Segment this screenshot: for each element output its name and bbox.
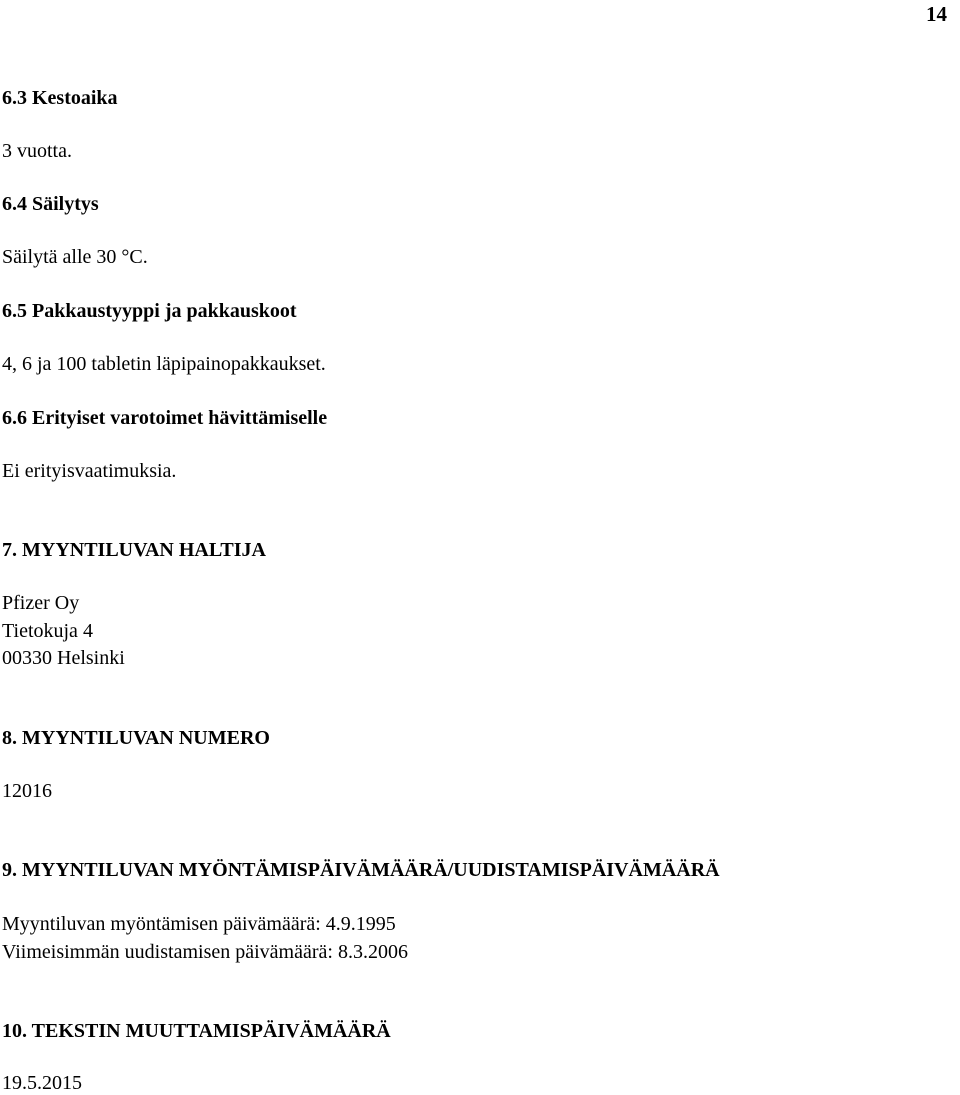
first-authorisation-date: Myyntiluvan myöntämisen päivämäärä: 4.9.1995 — [2, 913, 396, 935]
authorisation-number: 12016 — [2, 780, 52, 802]
holder-name: Pfizer Oy — [2, 592, 80, 614]
section-6-6-heading: 6.6 Erityiset varotoimet hävittämiselle — [2, 407, 328, 429]
section-6-4-body: Säilytä alle 30 °C. — [2, 246, 148, 268]
revision-date: 19.5.2015 — [2, 1072, 82, 1094]
page-number: 14 — [926, 2, 947, 26]
section-8-heading: 8. MYYNTILUVAN NUMERO — [2, 727, 270, 749]
section-10-heading: 10. TEKSTIN MUUTTAMISPÄIVÄMÄÄRÄ — [2, 1020, 391, 1042]
holder-city: 00330 Helsinki — [2, 647, 125, 669]
section-6-5-heading: 6.5 Pakkaustyyppi ja pakkauskoot — [2, 300, 297, 322]
section-6-5-body: 4, 6 ja 100 tabletin läpipainopakkaukset. — [2, 353, 326, 375]
renewal-date: Viimeisimmän uudistamisen päivämäärä: 8.3.2006 — [2, 941, 408, 963]
section-9-heading: 9. MYYNTILUVAN MYÖNTÄMISPÄIVÄMÄÄRÄ/UUDISTAMISPÄIVÄMÄÄRÄ — [2, 859, 720, 881]
section-6-3-body: 3 vuotta. — [2, 140, 72, 162]
section-7-heading: 7. MYYNTILUVAN HALTIJA — [2, 539, 266, 561]
section-6-6-body: Ei erityisvaatimuksia. — [2, 460, 177, 482]
section-6-3-heading: 6.3 Kestoaika — [2, 87, 118, 109]
section-6-4-heading: 6.4 Säilytys — [2, 193, 99, 215]
holder-street: Tietokuja 4 — [2, 620, 93, 642]
